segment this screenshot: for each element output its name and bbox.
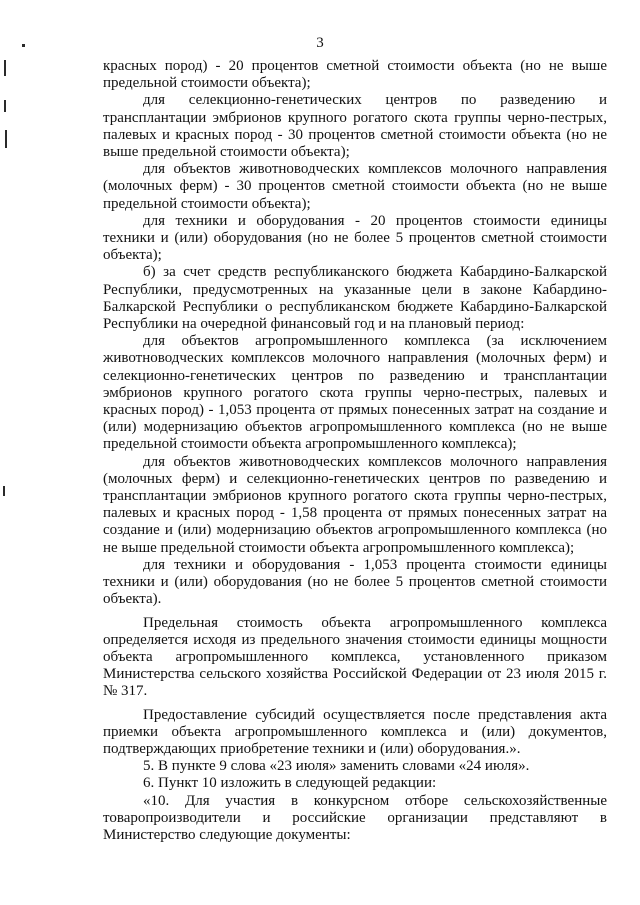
- document-body: [103, 58, 607, 844]
- paragraph: для объектов агропромышленного комплекса (за исключением животноводческих комплексов молочного направления (молочных ферм) и селекционно-генетических центров по разведению и трансплантации эмбрионов крупного рогатого скота группы черно-пестрых, палевых и красных пород) - 1,053 процента от прямых понесенных затрат на создание и (или) модернизацию объектов агропромышленного комплекса (но не выше предельной стоимости объекта агропромышленного комплекса);: [103, 333, 607, 453]
- paragraph: для объектов животноводческих комплексов молочного направления (молочных ферм) и селекционно-генетических центров по разведению и трансплантации эмбрионов крупного рогатого скота группы черно-пестрых, палевых и красных пород - 1,58 процента от прямых понесенных затрат на создание и (или) модернизацию объектов агропромышленного комплекса (но не выше предельной стоимости объекта агропромышленного комплекса);: [103, 453, 607, 556]
- paragraph: 5. В пункте 9 слова «23 июля» заменить словами «24 июля».: [143, 758, 530, 775]
- scan-artifact-mark: [3, 486, 5, 496]
- scan-artifact-mark: [4, 60, 6, 76]
- page-number: 3: [316, 35, 324, 51]
- paragraph: 6. Пункт 10 изложить в следующей редакции:: [143, 775, 437, 792]
- paragraph: для селекционно-генетических центров по разведению и трансплантации эмбрионов крупного рогатого скота группы черно-пестрых, палевых и красных пород - 30 процентов сметной стоимости объекта (но не выше предельной стоимости объекта);: [103, 92, 607, 161]
- paragraph: Предоставление субсидий осуществляется после представления акта приемки объекта агропромышленного комплекса и (или) документов, подтверждающих приобретение техники и (или) оборудования.».: [103, 706, 607, 757]
- paragraph: б) за счет средств республиканского бюджета Кабардино-Балкарской Республики, предусмотренных на указанные цели в законе Кабардино-Балкарской Республики о республиканском бюджете Кабардино-Балкарской Республики на очередной финансовый год и на плановый период:: [103, 264, 607, 333]
- paragraph: Предельная стоимость объекта агропромышленного комплекса определяется исходя из предельного значения стоимости единицы мощности объекта агропромышленного комплекса, установленного приказом Министерства сельского хозяйства Российской Федерации от 23 июля 2015 г. № 317.: [103, 614, 607, 700]
- paragraph: «10. Для участия в конкурсном отборе сельскохозяйственные товаропроизводители и российские организации представляют в Министерство следующие документы:: [103, 792, 607, 843]
- paragraph: для техники и оборудования - 1,053 процента стоимости единицы техники и (или) оборудования (но не более 5 процентов сметной стоимости объекта).: [103, 556, 607, 608]
- scan-artifact-mark: [5, 130, 7, 148]
- scan-artifact-mark: [4, 100, 6, 112]
- paragraph: для объектов животноводческих комплексов молочного направления (молочных ферм) - 30 процентов сметной стоимости объекта (но не выше предельной стоимости объекта);: [103, 161, 607, 212]
- paragraph: красных пород) - 20 процентов сметной стоимости объекта (но не выше предельной стоимости объекта);: [103, 58, 607, 92]
- paragraph: для техники и оборудования - 20 процентов стоимости единицы техники и (или) оборудования (но не более 5 процентов сметной стоимости объекта);: [103, 212, 607, 264]
